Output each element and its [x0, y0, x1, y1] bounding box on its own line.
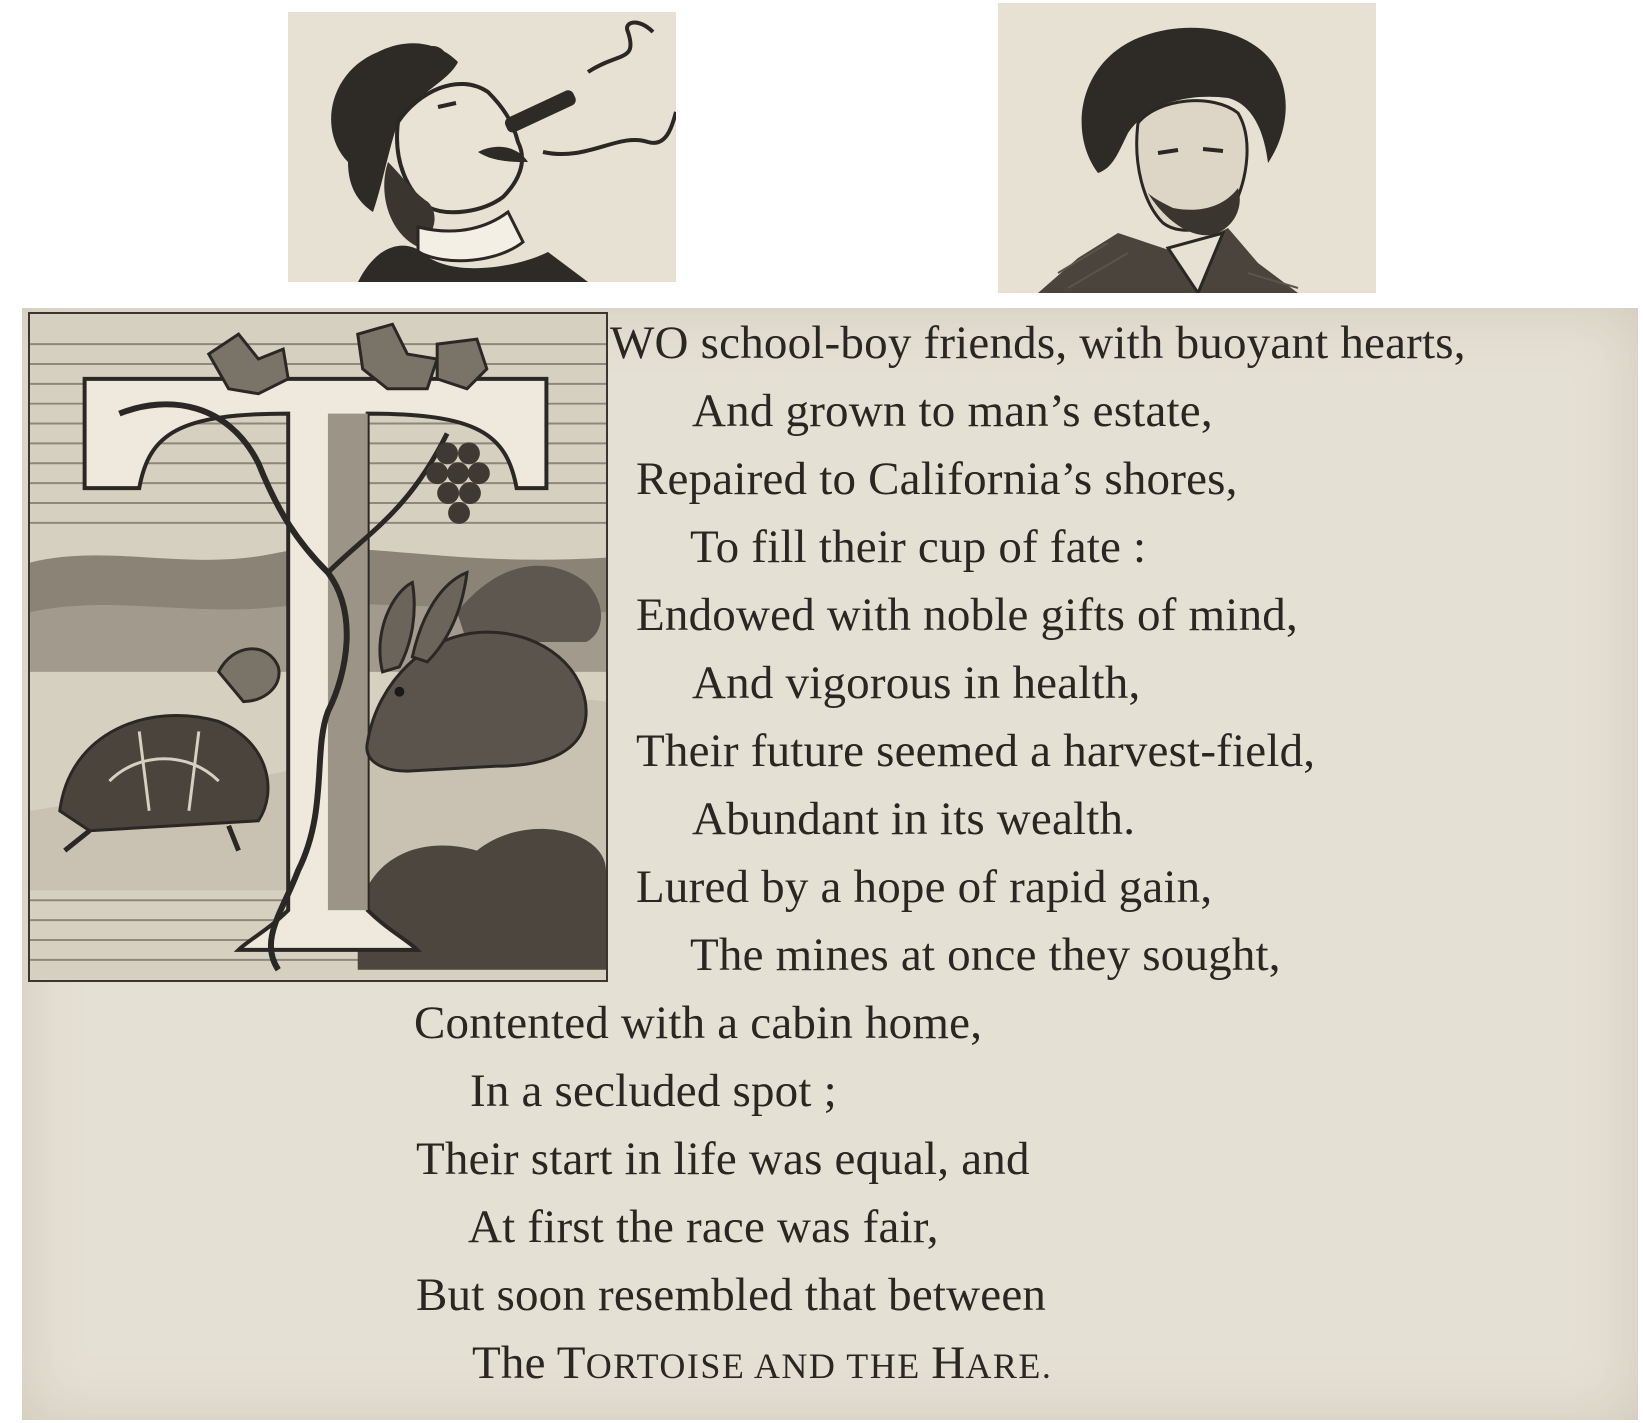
illuminated-initial-t — [28, 312, 608, 982]
verse-line-8: Abundant in its wealth. — [692, 793, 1136, 845]
verse-line-15: But soon resembled that between — [416, 1269, 1047, 1321]
bearded-man-engraving — [998, 3, 1376, 293]
verse-line-12: In a secluded spot ; — [470, 1065, 837, 1117]
verse-line-13: Their start in life was equal, and — [416, 1133, 1030, 1185]
tortoise-small-caps: ORTOISE AND THE — [585, 1346, 932, 1386]
verse-line-2: And grown to man’s estate, — [692, 385, 1213, 437]
verse-line-11: Contented with a cabin home, — [414, 997, 983, 1049]
tortoise-hare-initial-engraving — [30, 314, 606, 980]
verse-line-6: And vigorous in health, — [692, 657, 1141, 709]
verse-line-7: Their future seemed a harvest-field, — [636, 725, 1316, 777]
verse-line-9: Lured by a hope of rapid gain, — [636, 861, 1213, 913]
tortoise-capital: T — [556, 1337, 586, 1389]
last-line-prefix: The — [472, 1337, 557, 1389]
verse-line-5: Endowed with noble gifts of mind, — [636, 589, 1298, 641]
verse-line-10: The mines at once they sought, — [690, 929, 1281, 981]
verse-line-1: WO school-boy friends, with buoyant hearts, — [610, 317, 1466, 369]
hare-small-caps: ARE. — [965, 1346, 1053, 1386]
cigar-smoker-portrait — [288, 12, 676, 282]
verse-line-4: To fill their cup of fate : — [690, 521, 1147, 573]
hare-capital: H — [931, 1337, 966, 1389]
verse-line-14: At first the race was fair, — [468, 1201, 939, 1253]
verse-line-3: Repaired to California’s shores, — [636, 453, 1238, 505]
cigar-smoker-engraving — [288, 12, 676, 282]
book-page — [22, 308, 1638, 1420]
bearded-man-portrait — [998, 3, 1376, 293]
verse-line-16 — [472, 1337, 1053, 1389]
